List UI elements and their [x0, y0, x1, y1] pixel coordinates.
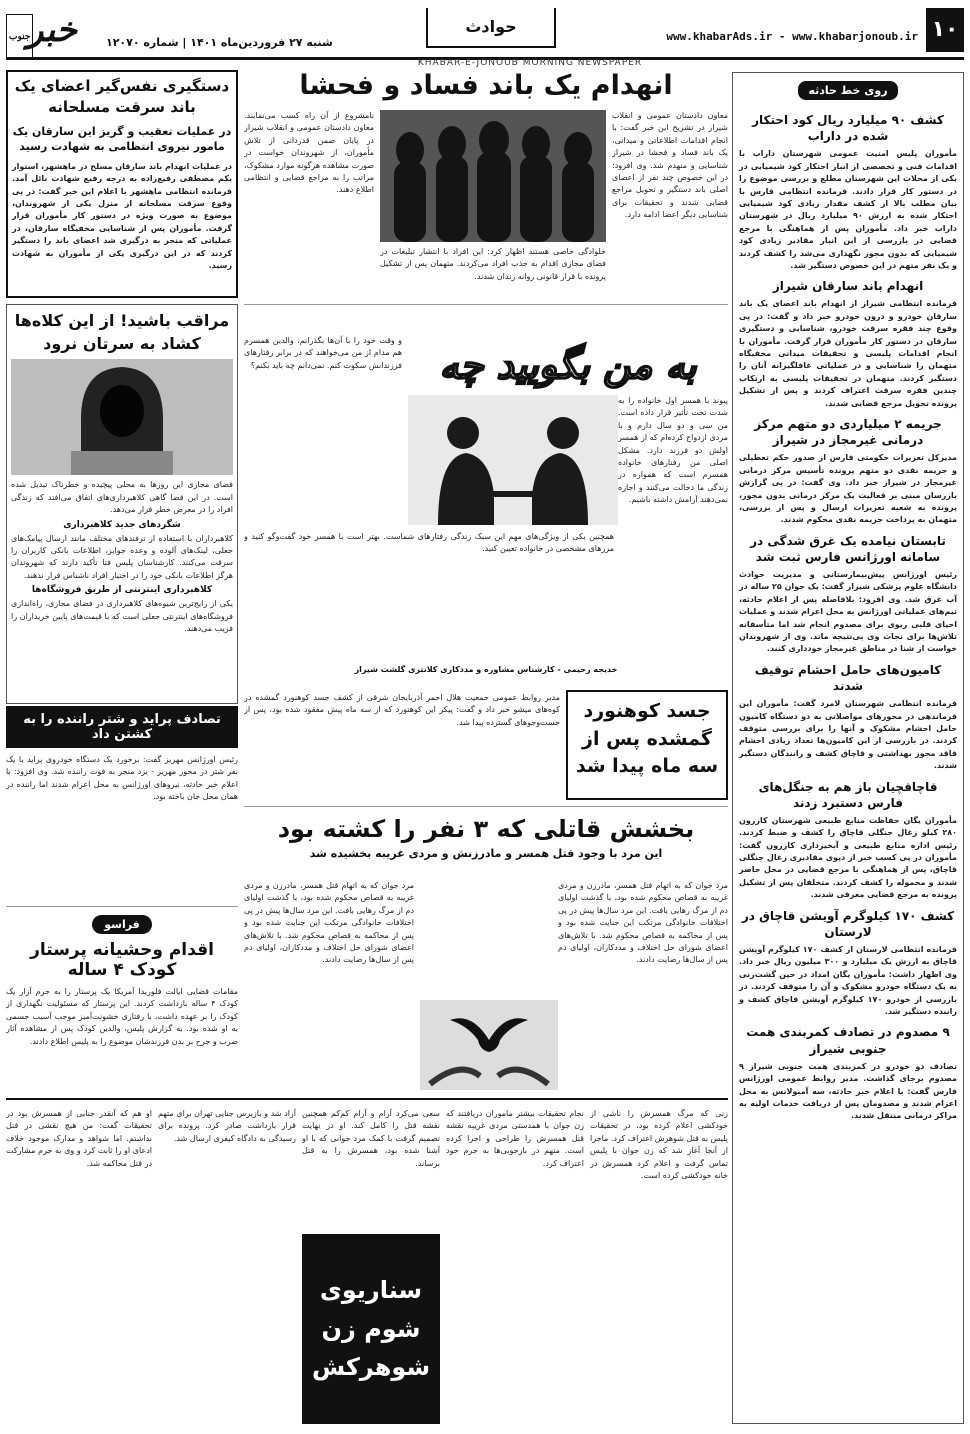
main-story-col-mid	[380, 246, 606, 300]
forgiveness-body-cont: مرد جوان که به اتهام قتل همسر، مادرزن و مردی غریبه به قصاص محکوم شده بود، با گذشت اولیای دم از مرگ رهایی یافت. این مرد سال‌ها پیش در پی اختلافات خانوادگی مرتکب این جنایت شده بود و پس از محاکمه به قصاص محکوم شد. با تلاش‌های اعضای شورای حل اختلاف و مددکاران، اولیای دم پس از سال‌ها رضایت دادند.	[244, 881, 414, 965]
hooded-hacker-icon	[11, 359, 233, 475]
advice-question-cont: و وقت خود را با آن‌ها بگذرانم. والدین همسرم هم مدام از من می‌خواهند که در برابر رفتارهای فرزندانش سکوت کنم. نمی‌دانم چه باید بکنم؟	[244, 336, 402, 370]
logo-sub: جنوب	[6, 14, 33, 60]
sidebar-item-title: ۹ مصدوم در تصادف کمربندی همت جنوبی شیراز	[746, 1025, 950, 1056]
scenario-col-1	[590, 1108, 728, 1424]
accident-body: رئیس اورژانس مهریز گفت: برخورد یک دستگاه خودروی پراید با یک نفر شتر در محور مهریز - یزد منجر به فوت راننده شد. وی افزود: با اعلام خبر حادثه، نیروهای اورژانس به محل اعزام شدند اما راننده در همان محل جان باخته بود.	[6, 755, 238, 802]
counseling-photo	[408, 395, 618, 525]
scenario-body-3: سعی می‌کرد آرام و آرام کم‌کم همچنین نقشه قتل را کامل کند. او در نهایت تصمیم گرفت با کمک مرد جوانی که با او آشنا شده بود، همسرش را به قتل برساند.	[302, 1109, 440, 1168]
sidebar-item-title: کشف ۹۰ میلیارد ریال کود احتکار شده در داراب	[752, 113, 944, 144]
hacker-photo	[11, 359, 233, 475]
sidebar-item	[739, 416, 957, 527]
sidebar-item-title: انهدام باند سارقان شیراز	[772, 279, 924, 294]
farasoo-story	[6, 906, 238, 1092]
page-number: ۱۰	[926, 8, 964, 52]
english-name: KHABAR-E-JONOUB MORNING NEWSPAPER	[417, 58, 643, 68]
site-urls[interactable]: www.khabarAds.ir - www.khabarjonoub.ir	[666, 30, 918, 43]
forgiveness-title: بخشش قاتلی که ۳ نفر را کشته بود	[277, 815, 695, 843]
farasoo-label: فراسو	[92, 915, 152, 934]
scenario-title-box	[302, 1234, 440, 1424]
sidebar-item-body: مأموران پلیس امنیت عمومی شهرستان داراب با اقدامات فنی و تخصصی از انبار احتکار کود شیمیایی در یکی از محلات این شهرستان مطلع و بررسی موضوع را در دستور کار قرار دادند. فرمانده انتظامی فارس با بیان مطلب بالا از کشف مقدار زیادی کود شیمیایی احتکار شده به ارزش ۹۰ میلیارد ریال در شهرستان داراب خبر داد. مأموران پس از هماهنگی با مرجع قضایی در بازرسی از این انبار مقادیر زیادی کود شیمیایی که بدون مجوز نگهداری می‌شد را کشف کردند و یک نفر متهم در این خصوص دستگیر شد.	[739, 149, 957, 270]
advice-credit: خدیجه رحیمی - کارشناس مشاوره و مددکاری کلانتری گلشت شیراز	[354, 665, 618, 674]
main-story-body-left: نامشروع از آن راه کسب می‌نمایند. معاون دادستان عمومی و انقلاب شیراز در پایان ضمن قدردانی از تلاش مأموران، از شهروندان خواست در صورت مشاهده هرگونه موارد مشکوک، مراتب را به مراجع قضایی و انتظامی اطلاع دهند.	[244, 111, 374, 195]
sidebar-item-body: فرمانده انتظامی شیراز از انهدام باند اعضای یک باند سارقان خودرو و درون خودرو خبر داد و گفت: در پی وقوع چند فقره سرقت خودرو، شناسایی و دستگیری سارقان در دستور کار مأموران قرار گرفت. مأموران با انجام اقدامات پلیسی و تحقیقات میدانی مخفیگاه متهمان را شناسایی و در عملیاتی غافلگیرانه آنان را دستگیر کردند. متهمان در تحقیقات پلیسی به ارتکاب چندین فقره سرقت اعتراف کردند و پس از تشکیل پرونده تحویل مرجع قضایی شدند.	[739, 299, 957, 408]
scenario-story	[6, 1098, 728, 1424]
sidebar-item	[739, 662, 957, 773]
sidebar-item-title: کامیون‌های حامل احشام توقیف شدند	[754, 662, 942, 693]
sidebar-item	[739, 779, 957, 902]
cyber-fraud-body-3: یکی از رایج‌ترین شیوه‌های کلاهبرداری در فضای مجازی، راه‌اندازی فروشگاه‌های اینترنتی جعلی است که با قیمت‌های پایین خریداران را فریب می‌دهند.	[11, 599, 233, 633]
scenario-body-5: او هم که آنقدر جنایی از همسرش بود در تحقیقات گفت: من هیچ نقشی در قتل نداشتم. اما شواهد و مدارک موجود خلاف ادعای او را ثابت کرد و وی به جرم مشارکت در قتل محاکمه شد.	[6, 1109, 152, 1168]
forgiveness-body: مرد جوان که به اتهام قتل همسر، مادرزن و مردی غریبه به قصاص محکوم شده بود، با گذشت اولیای دم از مرگ رهایی یافت. این مرد سال‌ها پیش در پی اختلافات خانوادگی مرتکب این جنایت شده بود و پس از محاکمه به قصاص محکوم شد. با تلاش‌های اعضای شورای حل اختلاف و مددکاران، اولیای دم پس از سال‌ها رضایت دادند.	[558, 881, 728, 965]
two-people-talking-icon	[408, 395, 618, 525]
sidebar-item-title: قاچاقچیان باز هم به جنگل‌های فارس دستبرد زدند	[758, 779, 938, 810]
scenario-col-5	[6, 1108, 152, 1424]
robbery-title: دستگیری نفس‌گیر اعضای یک باند سرقت مسلحانه	[14, 77, 230, 116]
cyber-subhead-2: کلاهبرداری اینترنتی از طریق فروشگاه‌ها	[31, 585, 213, 596]
scenario-col-3	[302, 1108, 440, 1228]
forgiveness-body-area	[244, 880, 728, 1090]
scenario-body-4: آزاد شد و بازپرس جنایی تهران برای متهم قرار بازداشت صادر کرد. پرونده برای رسیدگی به دادگاه کیفری ارسال شد.	[158, 1109, 296, 1143]
robbery-story	[6, 70, 238, 298]
main-story-col-right	[612, 110, 728, 300]
dove-photo	[420, 1000, 558, 1090]
farasoo-body: مقامات قضایی ایالت فلوریدا آمریکا یک پرستار را به جرم آزار یک کودک ۴ ساله بازداشت کردند. این پرستار که مسئولیت نگهداری از کودک را بر عهده داشت، با رفتاری خشونت‌آمیز موجب آسیب جسمی به او شده بود. به گزارش پلیس، والدین کودک پس از مشاهده آثار ضرب و جرح بر بدن فرزندشان موضوع را به پلیس اطلاع دادند.	[6, 987, 238, 1046]
sidebar-item	[739, 533, 957, 656]
accident-title: تصادف پراید و شتر راننده را به کشتن داد	[6, 706, 238, 748]
sidebar-item-body: رئیس اورژانس پیش‌بیمارستانی و مدیریت حوادث دانشگاه علوم پزشکی شیراز گفت: یک جوان ۲۵ ساله در آب غرق شد. وی افزود: بلافاصله پس از اعلام حادثه، تیم‌های عملیاتی اورژانس به محل اعزام شدند و عملیات احیای قلبی ریوی برای مصدوم انجام شد اما متأسفانه تلاش‌ها برای نجات وی بی‌نتیجه ماند. وی از شهروندان خواست از شنا در مناطق غیرمجاز خودداری کنند.	[739, 570, 957, 654]
advice-question: پیوند با همسر اول خانواده را به شدت تحت تأثیر قرار داده است. من سی و دو سال دارم و با مردی ازدواج کرده‌ام که از همسر اولش دو فرزند دارد. مشکل اصلی من رفتارهای خانواده همسرم است که همواره در زندگی ما دخالت می‌کنند و اجازه نمی‌دهند آرامش داشته باشیم.	[618, 396, 728, 505]
cyber-fraud-body-2: کلاهبرداران با استفاده از ترفندهای مختلف مانند ارسال پیامک‌های جعلی، لینک‌های آلوده و وعده جوایز، اطلاعات بانکی کاربران را سرقت می‌کنند. کارشناسان پلیس فتا تأکید دارند که شهروندان هرگز اطلاعات بانکی خود را در اختیار افراد ناشناس قرار ندهند.	[11, 533, 233, 580]
scenario-col-2	[446, 1108, 584, 1424]
scenario-title: سناریوی شوم زن شوهرکش	[311, 1276, 431, 1382]
sidebar-news	[732, 72, 964, 1424]
forgiveness-subtitle: این مرد با وجود قتل همسر و مادرزنش و مردی غریبه بخشیده شد	[309, 847, 663, 860]
corpse-body: مدیر روابط عمومی جمعیت هلال احمر آذربایجان شرقی از کشف جسد کوهنورد گمشده در کوه‌های میشو خبر داد و گفت: پیکر این کوهنورد که از سه ماه پیش مفقود شده بود، پس از جست‌وجوهای گسترده پیدا شد.	[244, 693, 560, 727]
advice-col-2	[244, 335, 402, 485]
sidebar-item-body: مأموران یگان حفاظت منابع طبیعی شهرستان کازرون ۲۸۰ کیلو زغال جنگلی قاچاق را کشف و ضبط کردند. رئیس اداره منابع طبیعی و آبخیزداری کازرون گفت: مأموران در پی کسب خبر از دپوی مقادیری زغال جنگلی قاچاق، پس از هماهنگی با مرجع قضایی در محل حاضر شدند و محموله را کشف کردند. متخلفان پس از تشکیل پرونده به مرجع قضایی معرفی شدند.	[739, 815, 957, 900]
farasoo-title: اقدام وحشیانه پرستار کودک ۴ ساله	[30, 940, 214, 980]
main-story-body-right: معاون دادستان عمومی و انقلاب شیراز در تشریح این خبر گفت: با انجام اقدامات اطلاعاتی و میدانی، یک باند فساد و فحشا در شیراز شناسایی و منهدم شد. وی افزود: در این خصوص چند نفر از اعضای اصلی باند دستگیر و تحویل مراجع قضایی شدند و تحقیقات برای شناسایی دیگر اعضا ادامه دارد.	[612, 111, 728, 220]
sidebar-item-title: تابستان نیامده یک غرق شدگی در سامانه اورژانس فارس ثبت شد	[750, 533, 946, 564]
masthead	[6, 8, 964, 60]
main-story-col-left	[244, 110, 374, 300]
cyber-subhead-1: شگردهای جدید کلاهبرداری	[63, 519, 181, 530]
section-title: حوادث	[426, 8, 556, 48]
corpse-body-col	[244, 692, 560, 800]
forgiveness-col-right	[558, 880, 728, 1080]
cyber-fraud-body: فضای مجازی این روزها به محلی پیچیده و خطرناک تبدیل شده است. در این فضا گاهی کلاهبرداری‌های اتفاق می‌افتد که زندگی افراد را در معرض خطر قرار می‌دهد.	[11, 480, 233, 515]
corpse-title: جسد کوهنورد گمشده پس از سه ماه پیدا شد	[575, 700, 719, 778]
advice-title: به من بگویید چه	[439, 342, 697, 387]
veiled-women-photo	[380, 110, 606, 242]
accident-story	[6, 706, 238, 902]
logo-text: خبر	[26, 10, 78, 50]
main-story-header	[244, 70, 728, 106]
sidebar-item-body: تصادف دو خودرو در کمربندی همت جنوبی شیراز ۹ مصدوم برجای گذاشت. مدیر روابط عمومی اورژانس فارس گفت: با اعلام خبر حادثه، سه آمبولانس به محل اعزام شدند و مصدومان پس از دریافت خدمات اولیه به مراکز درمانی منتقل شدند.	[739, 1061, 957, 1121]
corpse-title-box	[566, 690, 728, 800]
sidebar-label: روی خط حادثه	[798, 81, 897, 100]
advice-section	[244, 304, 728, 686]
forgiveness-header	[244, 806, 728, 876]
advice-col-3	[244, 531, 614, 661]
dove-broken-chain-icon	[420, 1000, 558, 1090]
sidebar-item-title: کشف ۱۷۰ کیلوگرم آویشن قاچاق در لارستان	[741, 908, 955, 939]
cyber-fraud-story	[6, 304, 238, 704]
sidebar-item	[739, 908, 957, 1019]
newspaper-logo	[6, 8, 98, 56]
sidebar-item	[739, 112, 957, 272]
sidebar-item-body: فرمانده انتظامی شهرستان لامرد گفت: مأموران این فرماندهی در محورهای مواصلاتی به دو دستگاه کامیون حامل احشام مشکوک و آنها را برای بررسی متوقف کردند. در بازرسی از این کامیون‌ها تعداد زیادی احشام فاقد مجوز بهداشتی و قاچاق کشف و رانندگان دستگیر شدند.	[739, 699, 957, 771]
cyber-fraud-title: مراقب باشید! از این کلاه‌ها کشاد به سرتان نرود	[14, 311, 230, 354]
main-story-title: انهدام یک باند فساد و فحشا	[299, 70, 673, 101]
robbery-body: در عملیات انهدام باند سارقان مسلح در ماهشهر، استوار یکم مصطفی رفیع‌زاده به درجه رفیع شهادت نائل آمد. فرمانده انتظامی ماهشهر با اعلام این خبر گفت: در پی وقوع سرقت مسلحانه از منزل یکی از شهروندان، موضوع به صورت ویژه در دستور کار مأموران قرار گرفت. مأموران پس از شناسایی مخفیگاه سارقان، در عملیاتی که منجر به درگیری شد اعضای باند را دستگیر کردند که در این درگیری یکی از مأموران به شهادت رسید.	[12, 161, 232, 270]
scenario-body-1: زنی که مرگ همسرش را ناشی از خودکشی اعلام کرده بود، در تحقیقات پلیس به قتل شوهرش اعتراف کرد. ماجرا از آنجا آغاز شد که زن جوان با پلیس تماس گرفت و اعلام کرد همسرش در خانه خودکشی کرده است.	[590, 1109, 728, 1180]
advice-col-1	[618, 395, 728, 645]
sidebar-item	[739, 278, 957, 410]
main-story-body-mid: خلوادگی خاصی هستند اظهار کرد: این افراد با انتشار تبلیغات در فضای مجازی اقدام به جذب افراد می‌کردند. متهمان پس از تشکیل پرونده با قرار قانونی روانه زندان شدند.	[380, 247, 606, 281]
forgiveness-col-left	[244, 880, 414, 1080]
scenario-body-2: نجام تحقیقات بیشتر ماموران دریافتند که زن جوان با همدستی مردی غریبه نقشه قتل همسرش را طراحی و اجرا کرده است. متهم در بازجویی‌ها به جرم خود اعتراف کرد.	[446, 1109, 584, 1168]
veiled-figures-icon	[380, 110, 606, 242]
sidebar-item-title: جریمه ۲ میلیاردی دو متهم مرکز درمانی غیرمجاز در شیراز	[754, 416, 942, 448]
dateline: شنبه ۲۷ فروردین‌ماه ۱۴۰۱ | شماره ۱۲۰۷۰	[106, 36, 333, 49]
scenario-col-4	[158, 1108, 296, 1424]
robbery-subtitle: در عملیات تعقیب و گریز این سارقان یک مامور نیروی انتظامی به شهادت رسید	[12, 125, 232, 154]
sidebar-item-body: مدیرکل تعزیرات حکومتی فارس از صدور حکم تعطیلی و جریمه نقدی دو متهم پرونده تأسیس مرکز درمانی غیرمجاز در شیراز خبر داد. وی گفت: در پی گزارش بازرسان مبنی بر فعالیت یک مرکز درمانی بدون مجوز، پرونده به شعبه تعزیرات ارسال و پس از بررسی، متهمان به پرداخت جریمه نقدی محکوم شدند.	[739, 453, 957, 525]
advice-answer: همچنین یکی از ویژگی‌های مهم این سبک زندگی رفتارهای شماست. بهتر است با همسر خود گفت‌وگو کنید و مرزهای مشخصی در خانواده تعیین کنید.	[244, 532, 614, 554]
sidebar-item	[739, 1024, 957, 1122]
sidebar-item-body: فرمانده انتظامی لارستان از کشف ۱۷۰ کیلوگرم آویشن قاچاق به ارزش یک میلیارد و ۳۰۰ میلیون ریال خبر داد. وی اظهار داشت: مأموران یگان امداد در حین گشت‌زنی به یک دستگاه خودرو مشکوک و آن را متوقف کردند. در بازرسی از خودرو ۱۷۰ کیلوگرم آویشن قاچاق کشف و راننده دستگیر شد.	[739, 945, 958, 1016]
